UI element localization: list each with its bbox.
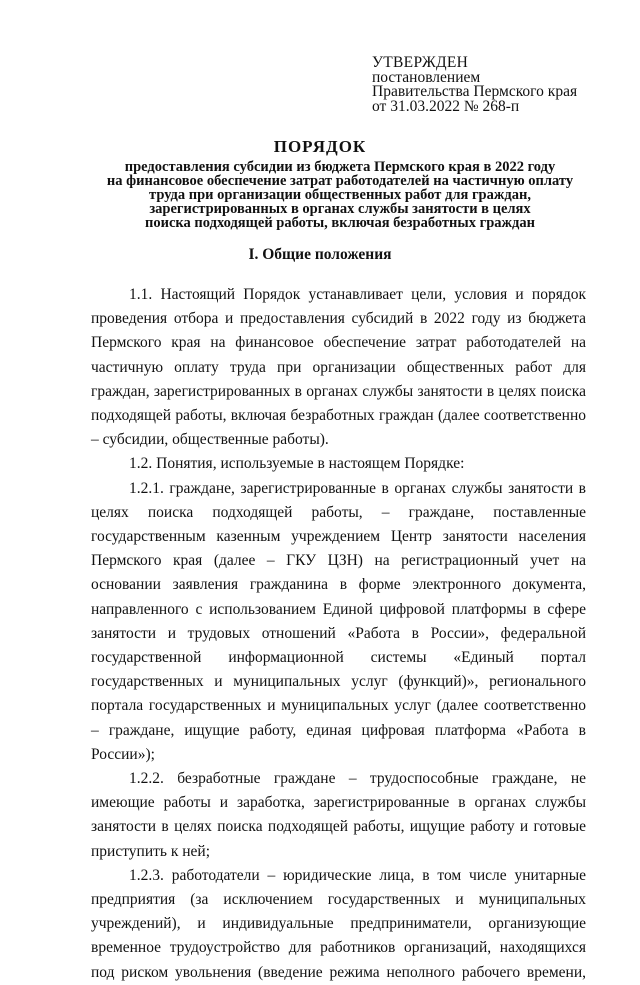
- subtitle-line: труда при организации общественных работ для граждан,: [149, 187, 531, 203]
- document-subtitle: [90, 160, 590, 230]
- approval-stamp: УТВЕРЖДЕН: [372, 54, 469, 71]
- paragraph-1-2-2: 1.2.2. безработные граждане – трудоспособные граждане, не имеющие работы и заработка, зарегистрированные в органах службы занятости в целях поиска подходящей работы, ищущие работу и готовые приступить к ней;: [91, 770, 586, 860]
- paragraph-1-1: 1.1. Настоящий Порядок устанавливает цели, условия и порядок проведения отбора и предоставления субсидий в 2022 году из бюджета Пермского края на финансовое обеспечение затрат работодателей на частичную оплату труда при организации общественных работ для граждан, зарегистрированных в органах службы занятости в целях поиска подходящей работы, включая безработных граждан (далее соответственно – субсидии, общественные работы).: [91, 286, 586, 449]
- paragraph-1-2-1: 1.2.1. граждане, зарегистрированные в органах службы занятости в целях поиска подходящей работы, – граждане, поставленные государственным казенным учреждением Центр занятости населения Пермского края (далее – ГКУ ЦЗН) на регистрационный учет на основании заявления гражданина в форме электронного документа, направленного с использованием Единой цифровой платформы в сфере занятости и трудовых отношений «Работа в России», федеральной государственной информационной системы «Единый портал государственных и муниципальных услуг (функций)», регионального портала государственных и муниципальных услуг (далее соответственно – граждане, ищущие работу, единая цифровая платформа «Работа в России»);: [91, 479, 586, 763]
- paragraph-1-2-3: 1.2.3. работодатели – юридические лица, в том числе унитарные предприятия (за исключением государственных и муниципальных учреждений), и индивидуальные предприниматели, организующие временное трудоустройство для работников организаций, находящихся под риском увольнения (введение режима неполного рабочего времени,: [91, 866, 586, 981]
- approval-line-2: Правительства Пермского края: [372, 83, 578, 100]
- approval-block: [372, 56, 577, 114]
- subtitle-line: зарегистрированных в органах службы занятости в целях: [149, 201, 531, 217]
- section-heading: I. Общие положения: [248, 246, 392, 263]
- document-body: [91, 283, 586, 985]
- subtitle-line: поиска подходящей работы, включая безработных граждан: [145, 215, 535, 231]
- approval-line-3: от 31.03.2022 № 268-п: [372, 97, 520, 115]
- paragraph-1-2: 1.2. Понятия, используемые в настоящем Порядке:: [129, 455, 465, 473]
- subtitle-line: на финансовое обеспечение затрат работодателей на частичную оплату: [106, 173, 574, 189]
- document-title: ПОРЯДОК: [273, 137, 367, 156]
- subtitle-line: предоставления субсидии из бюджета Пермского края в 2022 году: [124, 159, 556, 175]
- approval-line-1: постановлением: [372, 68, 481, 86]
